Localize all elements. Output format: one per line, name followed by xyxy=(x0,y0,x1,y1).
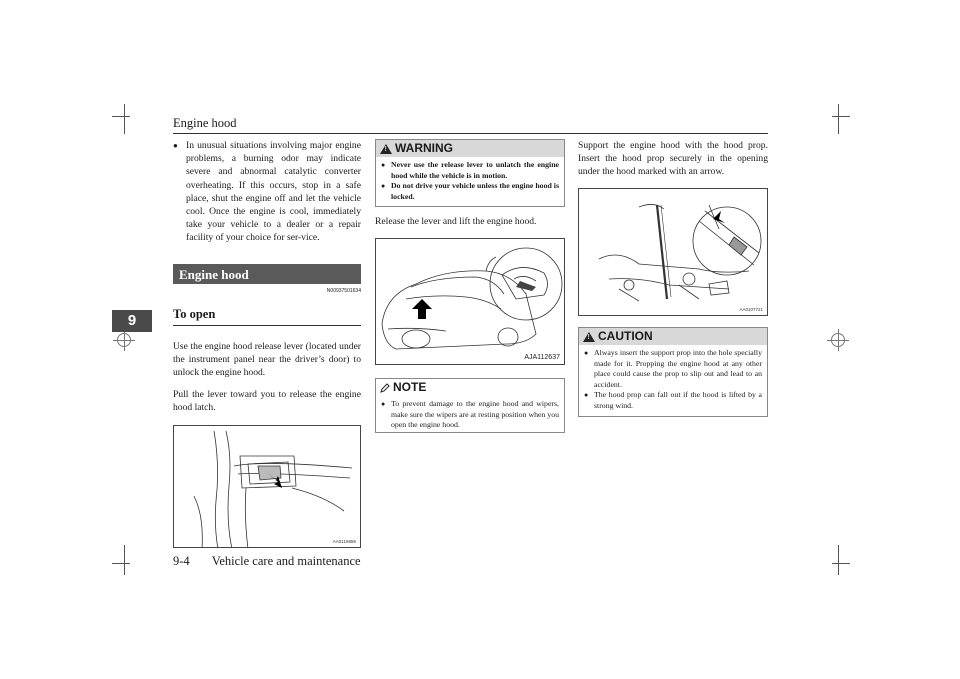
footer-section-name: Vehicle care and maintenance xyxy=(211,554,361,568)
caution-item: ● Always insert the support prop into the hole specially made for it. Propping the engine hood at any other place could cause the prop to slip out and lead to an accident. xyxy=(584,348,762,390)
page-header-title: Engine hood xyxy=(173,116,237,130)
caution-triangle-icon: ! xyxy=(583,332,595,342)
crop-mark-tl-v xyxy=(124,104,125,134)
caution-box xyxy=(578,327,768,417)
crop-mark-br-v xyxy=(838,545,839,575)
subsection-title: To open xyxy=(173,307,361,326)
hood-lever-illustration xyxy=(174,426,361,548)
chapter-tab: 9 xyxy=(112,310,152,332)
note-box xyxy=(375,378,565,433)
caution-header xyxy=(579,328,767,345)
lift-hood-instruction: Release the lever and lift the engine hood. xyxy=(375,216,537,227)
section-title-bar: Engine hood xyxy=(173,264,361,284)
note-header xyxy=(376,379,564,396)
warning-title: WARNING xyxy=(395,141,453,155)
paragraph-release-lever: Use the engine hood release lever (located under the instrument panel near the driver’s door) to unlock the engine hood. xyxy=(173,341,361,379)
crop-mark-br-h xyxy=(832,563,850,564)
warning-triangle-icon: ! xyxy=(380,144,392,154)
registration-mark-left xyxy=(117,333,131,347)
figure-hood-prop xyxy=(578,188,768,316)
warning-header xyxy=(376,140,564,157)
warning-box xyxy=(375,139,565,207)
reference-code: N00937501634 xyxy=(326,288,361,294)
paragraph-pull-lever: Pull the lever toward you to release the engine hood latch. xyxy=(173,388,361,413)
warning-body xyxy=(376,157,564,206)
header-rule xyxy=(173,133,768,134)
page-number: 9-4 xyxy=(173,554,190,568)
caution-title: CAUTION xyxy=(598,329,653,343)
crop-mark-bl-v xyxy=(124,545,125,575)
figure-hood-release-lever xyxy=(173,425,361,548)
note-body xyxy=(376,396,564,435)
figure-lift-hood xyxy=(375,238,565,365)
figure-code: AA0116886 xyxy=(332,539,356,544)
registration-mark-right xyxy=(831,333,845,347)
warning-item: ● Do not drive your vehicle unless the engine hood is locked. xyxy=(381,181,559,202)
caution-body xyxy=(579,345,767,416)
note-title: NOTE xyxy=(393,380,427,394)
note-pencil-icon xyxy=(380,383,390,393)
crop-mark-bl-h xyxy=(112,563,130,564)
note-item: ● To prevent damage to the engine hood and wipers, make sure the wipers are at resting position when you open the engine hood. xyxy=(381,399,559,431)
intro-bullet: ● In unusual situations involving major engine problems, a burning odor may indicate severe and abnormal catalytic converter overheating. If this occurs, stop in a safe place, shut the engine off and let the vehicle cool. Once the engine is cool, immediately take your vehicle to a dealer or a repair facility of your choice for ser-vice. xyxy=(173,139,361,245)
hood-prop-instruction: Support the engine hood with the hood prop. Insert the hood prop securely in the opening under the hood marked with an arrow. xyxy=(578,140,768,178)
warning-item: ● Never use the release lever to unlatch the engine hood while the vehicle is in motion. xyxy=(381,160,559,181)
figure-code: AJA112637 xyxy=(524,354,560,361)
car-hood-illustration xyxy=(376,239,565,365)
column-1 xyxy=(173,139,361,245)
crop-mark-tr-v xyxy=(838,104,839,134)
page-footer xyxy=(173,554,361,569)
open-instructions xyxy=(173,340,361,414)
hood-prop-illustration xyxy=(579,189,768,316)
crop-mark-tl-h xyxy=(112,116,130,117)
figure-code: AA0107721 xyxy=(739,307,763,312)
caution-item: ● The hood prop can fall out if the hood is lifted by a strong wind. xyxy=(584,390,762,411)
crop-mark-tr-h xyxy=(832,116,850,117)
